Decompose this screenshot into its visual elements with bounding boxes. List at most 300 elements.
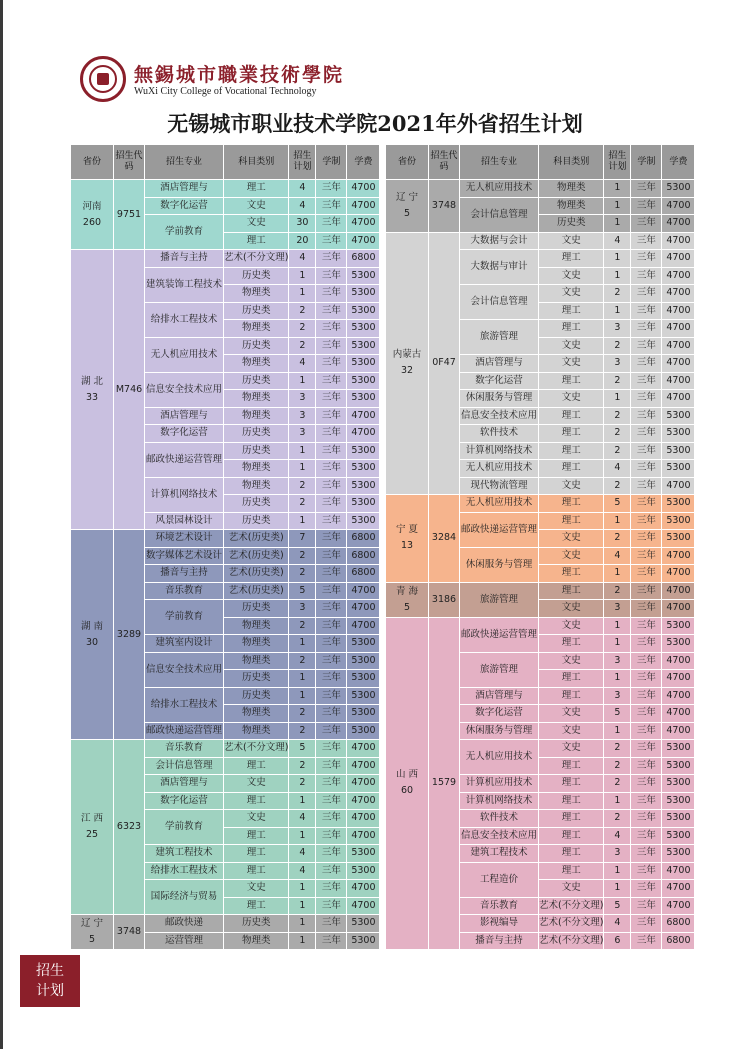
plan-count-cell: 2 [289,758,315,775]
subject-cell: 理工 [539,408,603,425]
duration-cell: 三年 [631,880,661,897]
subject-cell: 艺术(历史类) [224,548,288,565]
enroll-code-cell: 1579 [429,618,459,950]
plan-count-cell: 1 [289,635,315,652]
plan-count-cell: 1 [289,670,315,687]
duration-cell: 三年 [316,688,346,705]
tuition-cell: 5300 [347,635,379,652]
major-cell: 软件技术 [460,810,538,827]
plan-count-cell: 2 [604,758,630,775]
duration-cell: 三年 [316,268,346,285]
subject-cell: 物理类 [224,285,288,302]
tuition-cell: 4700 [347,618,379,635]
major-cell: 计算机网络技术 [460,793,538,810]
tuition-cell: 4700 [662,863,694,880]
subject-cell: 历史类 [539,215,603,232]
major-cell: 播音与主持 [145,250,223,267]
tuition-cell: 4700 [662,233,694,250]
subject-cell: 文史 [224,810,288,827]
plan-count-cell: 1 [604,793,630,810]
duration-cell: 三年 [631,443,661,460]
duration-cell: 三年 [631,758,661,775]
province-cell: 山 西 60 [386,618,428,950]
plan-count-cell: 2 [289,548,315,565]
major-cell: 休闲服务与管理 [460,548,538,582]
tuition-cell: 6800 [662,933,694,950]
subject-cell: 历史类 [224,513,288,530]
enroll-code-cell: 3748 [429,180,459,232]
tuition-cell: 5300 [347,723,379,740]
plan-count-cell: 4 [289,863,315,880]
duration-cell: 三年 [631,215,661,232]
major-cell: 建筑装饰工程技术 [145,268,223,302]
plan-count-cell: 1 [289,933,315,950]
subject-cell: 艺术(历史类) [224,565,288,582]
enroll-code-cell: 9751 [114,180,144,249]
major-cell: 邮政快递运营管理 [460,513,538,547]
duration-cell: 三年 [316,863,346,880]
column-header: 招生专业 [460,145,538,179]
subject-cell: 文史 [224,775,288,792]
major-cell: 邮政快递运营管理 [460,618,538,652]
major-cell: 大数据与审计 [460,250,538,284]
plan-count-cell: 5 [604,705,630,722]
major-cell: 旅游管理 [460,653,538,687]
tuition-cell: 4700 [662,548,694,565]
subject-cell: 艺术(不分文理) [539,915,603,932]
plan-count-cell: 5 [604,898,630,915]
duration-cell: 三年 [631,863,661,880]
plan-count-cell: 2 [604,583,630,600]
tuition-cell: 5300 [662,775,694,792]
tuition-cell: 5300 [347,285,379,302]
tuition-cell: 5300 [662,495,694,512]
major-cell: 邮政快递 [145,915,223,932]
enroll-code-cell: 3289 [114,530,144,739]
tuition-cell: 4700 [662,653,694,670]
major-cell: 给排水工程技术 [145,303,223,337]
duration-cell: 三年 [631,583,661,600]
subject-cell: 理工 [224,758,288,775]
major-cell: 计算机应用技术 [460,775,538,792]
major-cell: 旅游管理 [460,583,538,617]
tuition-cell: 4700 [662,285,694,302]
plan-count-cell: 2 [289,705,315,722]
tuition-cell: 5300 [347,915,379,932]
plan-count-cell: 1 [604,863,630,880]
plan-count-cell: 1 [289,285,315,302]
tuition-cell: 5300 [347,478,379,495]
school-name-cn: 無錫城市職業技術學院 [134,64,345,86]
tuition-cell: 4700 [662,688,694,705]
column-header: 招生代码 [429,145,459,179]
duration-cell: 三年 [316,775,346,792]
subject-cell: 历史类 [224,495,288,512]
plan-count-cell: 4 [289,810,315,827]
tuition-cell: 5300 [662,425,694,442]
plan-count-cell: 2 [604,285,630,302]
duration-cell: 三年 [316,355,346,372]
tuition-cell: 4700 [662,705,694,722]
duration-cell: 三年 [316,390,346,407]
plan-count-cell: 1 [604,250,630,267]
major-cell: 音乐教育 [460,898,538,915]
tuition-cell: 5300 [347,268,379,285]
duration-cell: 三年 [631,933,661,950]
plan-count-cell: 1 [604,390,630,407]
major-cell: 酒店管理与 [460,688,538,705]
subject-cell: 文史 [539,478,603,495]
plan-count-cell: 4 [604,915,630,932]
plan-count-cell: 1 [289,688,315,705]
duration-cell: 三年 [631,355,661,372]
tuition-cell: 4700 [347,180,379,197]
tuition-cell: 4700 [662,600,694,617]
plan-count-cell: 1 [289,443,315,460]
column-header: 学制 [316,145,346,179]
tuition-cell: 5300 [662,828,694,845]
tuition-cell: 4700 [347,898,379,915]
major-cell: 数字化运营 [460,705,538,722]
tuition-cell: 5300 [662,758,694,775]
tuition-cell: 4700 [662,723,694,740]
subject-cell: 文史 [539,338,603,355]
column-header: 科目类别 [224,145,288,179]
left-page-border [0,0,3,1049]
duration-cell: 三年 [316,618,346,635]
column-header: 学费 [662,145,694,179]
subject-cell: 艺术(不分文理) [224,250,288,267]
duration-cell: 三年 [316,723,346,740]
subject-cell: 文史 [539,600,603,617]
duration-cell: 三年 [631,810,661,827]
subject-cell: 物理类 [224,408,288,425]
major-cell: 运营管理 [145,933,223,950]
subject-cell: 历史类 [224,600,288,617]
duration-cell: 三年 [631,618,661,635]
tuition-cell: 4700 [662,583,694,600]
plan-count-cell: 2 [604,530,630,547]
table-header-row [71,145,379,179]
plan-count-cell: 3 [289,600,315,617]
tuition-cell: 5300 [662,513,694,530]
province-cell: 青 海 5 [386,583,428,617]
tuition-cell: 5300 [662,460,694,477]
tuition-cell: 5300 [347,863,379,880]
tuition-cell: 5300 [662,408,694,425]
duration-cell: 三年 [316,425,346,442]
plan-count-cell: 1 [604,268,630,285]
major-cell: 给排水工程技术 [145,688,223,722]
subject-cell: 理工 [224,793,288,810]
subject-cell: 文史 [539,740,603,757]
major-cell: 数字化运营 [145,198,223,215]
duration-cell: 三年 [631,233,661,250]
subject-cell: 理工 [539,373,603,390]
duration-cell: 三年 [316,408,346,425]
tuition-cell: 4700 [662,250,694,267]
subject-cell: 理工 [539,443,603,460]
subject-cell: 理工 [539,810,603,827]
subject-cell: 理工 [539,775,603,792]
major-cell: 学前教育 [145,215,223,249]
plan-count-cell: 1 [604,215,630,232]
duration-cell: 三年 [316,653,346,670]
major-cell: 邮政快递运营管理 [145,443,223,477]
duration-cell: 三年 [316,373,346,390]
major-cell: 无人机应用技术 [460,180,538,197]
badge-line-1: 招生 [36,963,64,979]
subject-cell: 理工 [539,303,603,320]
enroll-code-cell: 6323 [114,740,144,914]
plan-count-cell: 1 [289,898,315,915]
table-row [386,618,694,635]
plan-count-cell: 5 [289,740,315,757]
duration-cell: 三年 [631,390,661,407]
plan-count-cell: 2 [604,478,630,495]
duration-cell: 三年 [316,198,346,215]
plan-count-cell: 30 [289,215,315,232]
column-header: 招生计划 [289,145,315,179]
duration-cell: 三年 [316,880,346,897]
major-cell: 影视编导 [460,915,538,932]
table-row [71,530,379,547]
subject-cell: 历史类 [224,268,288,285]
major-cell: 建筑室内设计 [145,635,223,652]
table-row [71,180,379,197]
duration-cell: 三年 [631,600,661,617]
subject-cell: 历史类 [224,443,288,460]
province-cell: 辽 宁 5 [386,180,428,232]
tuition-cell: 4700 [347,880,379,897]
subject-cell: 物理类 [224,320,288,337]
table-row [386,180,694,197]
tuition-cell: 5300 [347,670,379,687]
plan-count-cell: 2 [289,653,315,670]
table-row [386,495,694,512]
major-cell: 休闲服务与管理 [460,723,538,740]
plan-count-cell: 2 [604,775,630,792]
major-cell: 播音与主持 [145,565,223,582]
tuition-cell: 5300 [662,810,694,827]
plan-count-cell: 4 [289,845,315,862]
major-cell: 酒店管理与 [145,180,223,197]
major-cell: 酒店管理与 [145,408,223,425]
plan-count-cell: 2 [289,495,315,512]
major-cell: 信息安全技术应用 [145,373,223,407]
duration-cell: 三年 [316,478,346,495]
tuition-cell: 5300 [662,793,694,810]
duration-cell: 三年 [631,373,661,390]
subject-cell: 理工 [539,513,603,530]
tuition-cell: 4700 [662,898,694,915]
subject-cell: 理工 [539,688,603,705]
plan-count-cell: 1 [604,723,630,740]
plan-count-cell: 2 [289,618,315,635]
plan-count-cell: 1 [604,303,630,320]
tuition-cell: 6800 [347,565,379,582]
subject-cell: 理工 [224,845,288,862]
plan-count-cell: 2 [604,425,630,442]
duration-cell: 三年 [631,478,661,495]
subject-cell: 文史 [539,705,603,722]
duration-cell: 三年 [316,530,346,547]
subject-cell: 物理类 [224,460,288,477]
duration-cell: 三年 [631,320,661,337]
plan-count-cell: 3 [604,653,630,670]
plan-count-cell: 2 [289,320,315,337]
major-cell: 音乐教育 [145,583,223,600]
plan-count-cell: 4 [604,828,630,845]
column-header: 学费 [347,145,379,179]
subject-cell: 理工 [539,670,603,687]
duration-cell: 三年 [631,635,661,652]
duration-cell: 三年 [631,740,661,757]
subject-cell: 艺术(历史类) [224,583,288,600]
plan-count-cell: 5 [289,583,315,600]
subject-cell: 理工 [539,793,603,810]
tuition-cell: 5300 [662,618,694,635]
plan-count-cell: 2 [289,775,315,792]
subject-cell: 物理类 [224,390,288,407]
duration-cell: 三年 [316,285,346,302]
tuition-cell: 4700 [347,198,379,215]
tuition-cell: 4700 [347,740,379,757]
major-cell: 学前教育 [145,600,223,634]
school-name-en: WuXi City College of Vocational Technology [134,86,317,97]
admission-plan-table-left [70,144,380,950]
tuition-cell: 4700 [347,810,379,827]
tuition-cell: 4700 [662,198,694,215]
duration-cell: 三年 [316,233,346,250]
tuition-cell: 5300 [662,845,694,862]
tuition-cell: 4700 [662,478,694,495]
subject-cell: 文史 [539,268,603,285]
major-cell: 酒店管理与 [145,775,223,792]
plan-count-cell: 2 [604,443,630,460]
major-cell: 休闲服务与管理 [460,390,538,407]
plan-count-cell: 2 [604,338,630,355]
tuition-cell: 5300 [347,355,379,372]
subject-cell: 历史类 [224,425,288,442]
duration-cell: 三年 [316,845,346,862]
plan-count-cell: 1 [604,198,630,215]
column-header: 招生代码 [114,145,144,179]
plan-count-cell: 1 [289,793,315,810]
duration-cell: 三年 [316,548,346,565]
plan-count-cell: 5 [604,495,630,512]
major-cell: 风景园林设计 [145,513,223,530]
duration-cell: 三年 [316,600,346,617]
enroll-code-cell: 3284 [429,495,459,582]
province-cell: 湖 南 30 [71,530,113,739]
province-cell: 湖 北 33 [71,250,113,529]
table-row [71,740,379,757]
tuition-cell: 4700 [347,408,379,425]
province-cell: 宁 夏 13 [386,495,428,582]
subject-cell: 理工 [539,758,603,775]
tuition-cell: 5300 [347,303,379,320]
subject-cell: 文史 [224,215,288,232]
duration-cell: 三年 [631,793,661,810]
plan-count-cell: 2 [289,338,315,355]
major-cell: 音乐教育 [145,740,223,757]
subject-cell: 理工 [224,863,288,880]
subject-cell: 理工 [539,565,603,582]
major-cell: 数字媒体艺术设计 [145,548,223,565]
plan-count-cell: 2 [289,303,315,320]
tuition-cell: 5300 [662,443,694,460]
duration-cell: 三年 [631,565,661,582]
duration-cell: 三年 [316,635,346,652]
duration-cell: 三年 [631,548,661,565]
duration-cell: 三年 [631,530,661,547]
subject-cell: 物理类 [224,933,288,950]
duration-cell: 三年 [631,303,661,320]
table-header-row [386,145,694,179]
major-cell: 信息安全技术应用 [145,653,223,687]
plan-count-cell: 2 [604,373,630,390]
major-cell: 建筑工程技术 [145,845,223,862]
plan-count-cell: 1 [289,915,315,932]
subject-cell: 艺术(历史类) [224,530,288,547]
subject-cell: 历史类 [224,915,288,932]
subject-cell: 艺术(不分文理) [539,898,603,915]
tuition-cell: 4700 [347,828,379,845]
plan-count-cell: 1 [289,460,315,477]
plan-count-cell: 2 [289,478,315,495]
subject-cell: 艺术(不分文理) [224,740,288,757]
subject-cell: 物理类 [224,723,288,740]
plan-count-cell: 2 [289,723,315,740]
duration-cell: 三年 [316,180,346,197]
plan-count-cell: 3 [289,390,315,407]
admission-plan-table-right [385,144,695,950]
plan-count-cell: 4 [604,233,630,250]
subject-cell: 理工 [539,845,603,862]
subject-cell: 历史类 [224,688,288,705]
tuition-cell: 5300 [347,390,379,407]
tuition-cell: 6800 [347,548,379,565]
plan-count-cell: 20 [289,233,315,250]
plan-count-cell: 1 [604,618,630,635]
plan-count-cell: 1 [604,635,630,652]
major-cell: 无人机应用技术 [460,495,538,512]
subject-cell: 文史 [539,530,603,547]
major-cell: 现代物流管理 [460,478,538,495]
plan-count-cell: 1 [289,513,315,530]
tuition-cell: 5300 [347,705,379,722]
column-header: 科目类别 [539,145,603,179]
duration-cell: 三年 [631,845,661,862]
subject-cell: 物理类 [539,180,603,197]
tuition-cell: 4700 [347,758,379,775]
duration-cell: 三年 [316,758,346,775]
tuition-cell: 5300 [347,338,379,355]
duration-cell: 三年 [316,583,346,600]
subject-cell: 艺术(不分文理) [539,933,603,950]
duration-cell: 三年 [631,898,661,915]
major-cell: 计算机网络技术 [145,478,223,512]
major-cell: 旅游管理 [460,320,538,354]
tuition-cell: 4700 [347,233,379,250]
admission-plan-badge [20,955,80,1007]
plan-count-cell: 7 [289,530,315,547]
subject-cell: 理工 [539,425,603,442]
tuition-cell: 4700 [347,793,379,810]
plan-count-cell: 3 [289,408,315,425]
duration-cell: 三年 [631,688,661,705]
